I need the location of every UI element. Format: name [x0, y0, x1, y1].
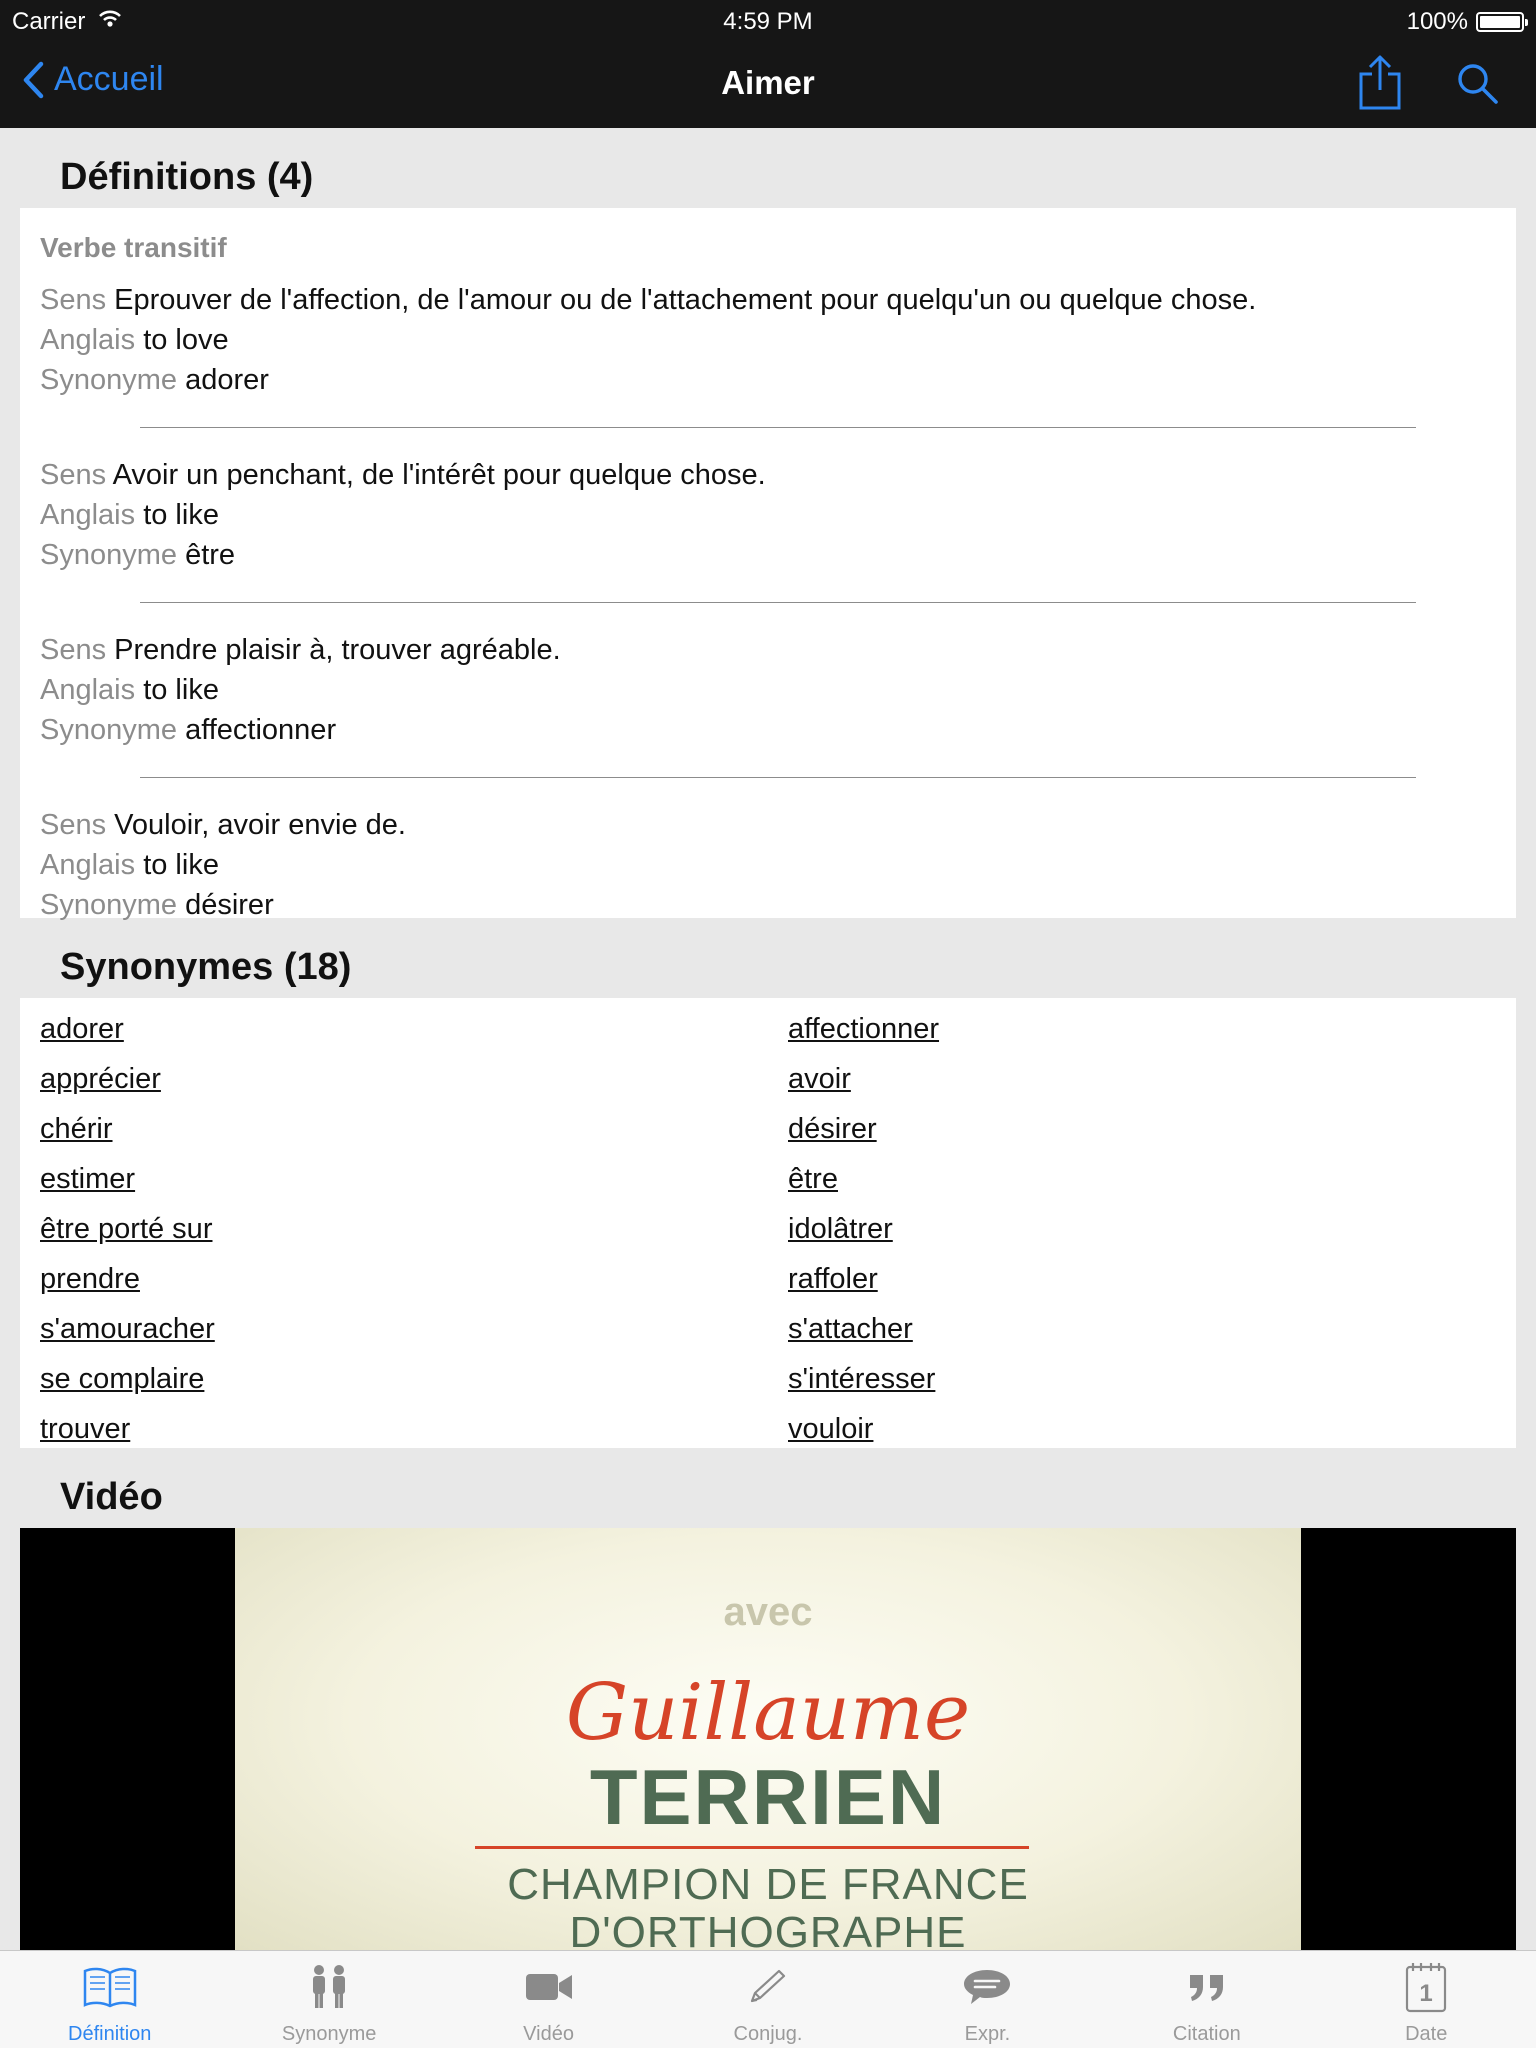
sens-label: Sens	[40, 809, 107, 841]
video-camera-icon	[519, 1963, 579, 2011]
synonyme-label: Synonyme	[40, 714, 178, 746]
top-bar	[0, 0, 1536, 128]
calendar-icon	[1396, 1963, 1456, 2011]
video-text-avec: avec	[723, 1590, 813, 1634]
tab-date[interactable]	[1317, 1951, 1536, 2048]
definition-synonym: désirer	[185, 889, 274, 921]
video-heading: Vidéo	[60, 1476, 163, 1518]
tab-label: Date	[1405, 2023, 1448, 2045]
definition-text: Prendre plaisir à, trouver agréable.	[114, 634, 561, 666]
definition-synonym: adorer	[185, 364, 269, 396]
synonym-link[interactable]: s'amouracher	[40, 1313, 215, 1345]
synonym-link[interactable]: être	[788, 1163, 838, 1195]
synonym-link[interactable]: s'intéresser	[788, 1363, 936, 1395]
tab-label: Vidéo	[523, 2023, 574, 2045]
page-title: Aimer	[721, 64, 815, 101]
tab-label: Définition	[68, 2023, 152, 2045]
book-icon	[80, 1963, 140, 2011]
status-bar	[0, 0, 1536, 40]
synonym-link[interactable]: apprécier	[40, 1063, 161, 1095]
pencil-icon	[738, 1963, 798, 2011]
definition-item	[40, 280, 1496, 400]
english-translation: to love	[143, 324, 229, 356]
video-text-line2: D'ORTHOGRAPHE	[569, 1908, 967, 1950]
quote-icon	[1177, 1963, 1237, 2011]
tab-conjug[interactable]	[658, 1951, 877, 2048]
status-time: 4:59 PM	[723, 8, 813, 35]
sens-label: Sens	[40, 459, 107, 491]
search-icon	[1456, 62, 1500, 106]
tab-bar	[0, 1950, 1536, 2048]
synonym-link[interactable]: chérir	[40, 1113, 113, 1145]
search-button[interactable]	[1456, 62, 1500, 106]
synonym-link[interactable]: vouloir	[788, 1413, 874, 1445]
divider	[140, 777, 1416, 778]
definition-text: Vouloir, avoir envie de.	[114, 809, 406, 841]
tab-label: Synonyme	[281, 2023, 377, 2045]
synonyme-label: Synonyme	[40, 889, 178, 921]
speech-bubble-icon	[957, 1963, 1017, 2011]
tab-citation[interactable]	[1097, 1951, 1316, 2048]
definition-synonym: affectionner	[185, 714, 337, 746]
video-text-line1: CHAMPION DE FRANCE	[507, 1860, 1029, 1909]
synonym-link[interactable]: se complaire	[40, 1363, 205, 1395]
share-icon	[1355, 54, 1405, 112]
svg-text:1: 1	[1419, 1980, 1433, 2007]
divider	[140, 427, 1416, 428]
synonym-link[interactable]: estimer	[40, 1163, 136, 1195]
video-frame	[235, 1528, 1301, 1950]
synonyme-label: Synonyme	[40, 539, 178, 571]
english-translation: to like	[143, 849, 219, 881]
anglais-label: Anglais	[40, 674, 136, 706]
anglais-label: Anglais	[40, 499, 136, 531]
navigation-bar	[0, 40, 1536, 128]
tab-expr[interactable]	[878, 1951, 1097, 2048]
synonyme-label: Synonyme	[40, 364, 178, 396]
back-label: Accueil	[54, 60, 164, 98]
divider	[140, 602, 1416, 603]
synonym-link[interactable]: avoir	[788, 1063, 851, 1095]
battery-percent: 100%	[1406, 8, 1468, 35]
synonym-link[interactable]: trouver	[40, 1413, 131, 1445]
synonym-link[interactable]: être porté sur	[40, 1213, 213, 1245]
part-of-speech: Verbe transitif	[40, 232, 227, 263]
synonym-link[interactable]: prendre	[40, 1263, 140, 1295]
video-divider	[475, 1846, 1029, 1849]
video-text-first-name: Guillaume	[565, 1668, 971, 1758]
synonyms-heading: Synonymes (18)	[60, 946, 352, 988]
synonyms-panel	[20, 998, 1516, 1448]
tab-synonyme[interactable]	[219, 1951, 438, 2048]
sens-label: Sens	[40, 284, 107, 316]
share-button[interactable]	[1355, 54, 1405, 112]
video-player[interactable]	[20, 1528, 1516, 1950]
synonym-link[interactable]: affectionner	[788, 1013, 940, 1045]
synonym-link[interactable]: raffoler	[788, 1263, 878, 1295]
sens-label: Sens	[40, 634, 107, 666]
battery-icon	[1476, 12, 1524, 32]
video-text-last-name: TERRIEN	[589, 1753, 947, 1841]
synonym-link[interactable]: adorer	[40, 1013, 124, 1045]
synonyms-grid	[40, 1004, 1496, 1454]
definition-synonym: être	[185, 539, 236, 571]
tab-definition[interactable]	[0, 1951, 219, 2048]
tab-label: Citation	[1172, 2023, 1241, 2045]
carrier-label: Carrier	[12, 8, 86, 35]
synonym-link[interactable]: idolâtrer	[788, 1213, 893, 1245]
synonym-link[interactable]: s'attacher	[788, 1313, 913, 1345]
synonym-link[interactable]: désirer	[788, 1113, 877, 1145]
tab-label: Conjug.	[733, 2023, 803, 2045]
definitions-panel	[20, 208, 1516, 921]
definition-item	[40, 455, 1496, 575]
definitions-heading: Définitions (4)	[60, 156, 314, 198]
definition-text: Eprouver de l'affection, de l'amour ou de l'attachement pour quelqu'un ou quelque chose.	[114, 284, 1257, 316]
english-translation: to like	[143, 674, 219, 706]
tab-video[interactable]	[439, 1951, 658, 2048]
definition-text: Avoir un penchant, de l'intérêt pour quelque chose.	[112, 459, 766, 491]
definition-item	[40, 805, 1496, 925]
anglais-label: Anglais	[40, 849, 136, 881]
people-icon	[299, 1963, 359, 2011]
anglais-label: Anglais	[40, 324, 136, 356]
definition-item	[40, 630, 1496, 750]
english-translation: to like	[143, 499, 219, 531]
tab-label: Expr.	[964, 2023, 1011, 2045]
